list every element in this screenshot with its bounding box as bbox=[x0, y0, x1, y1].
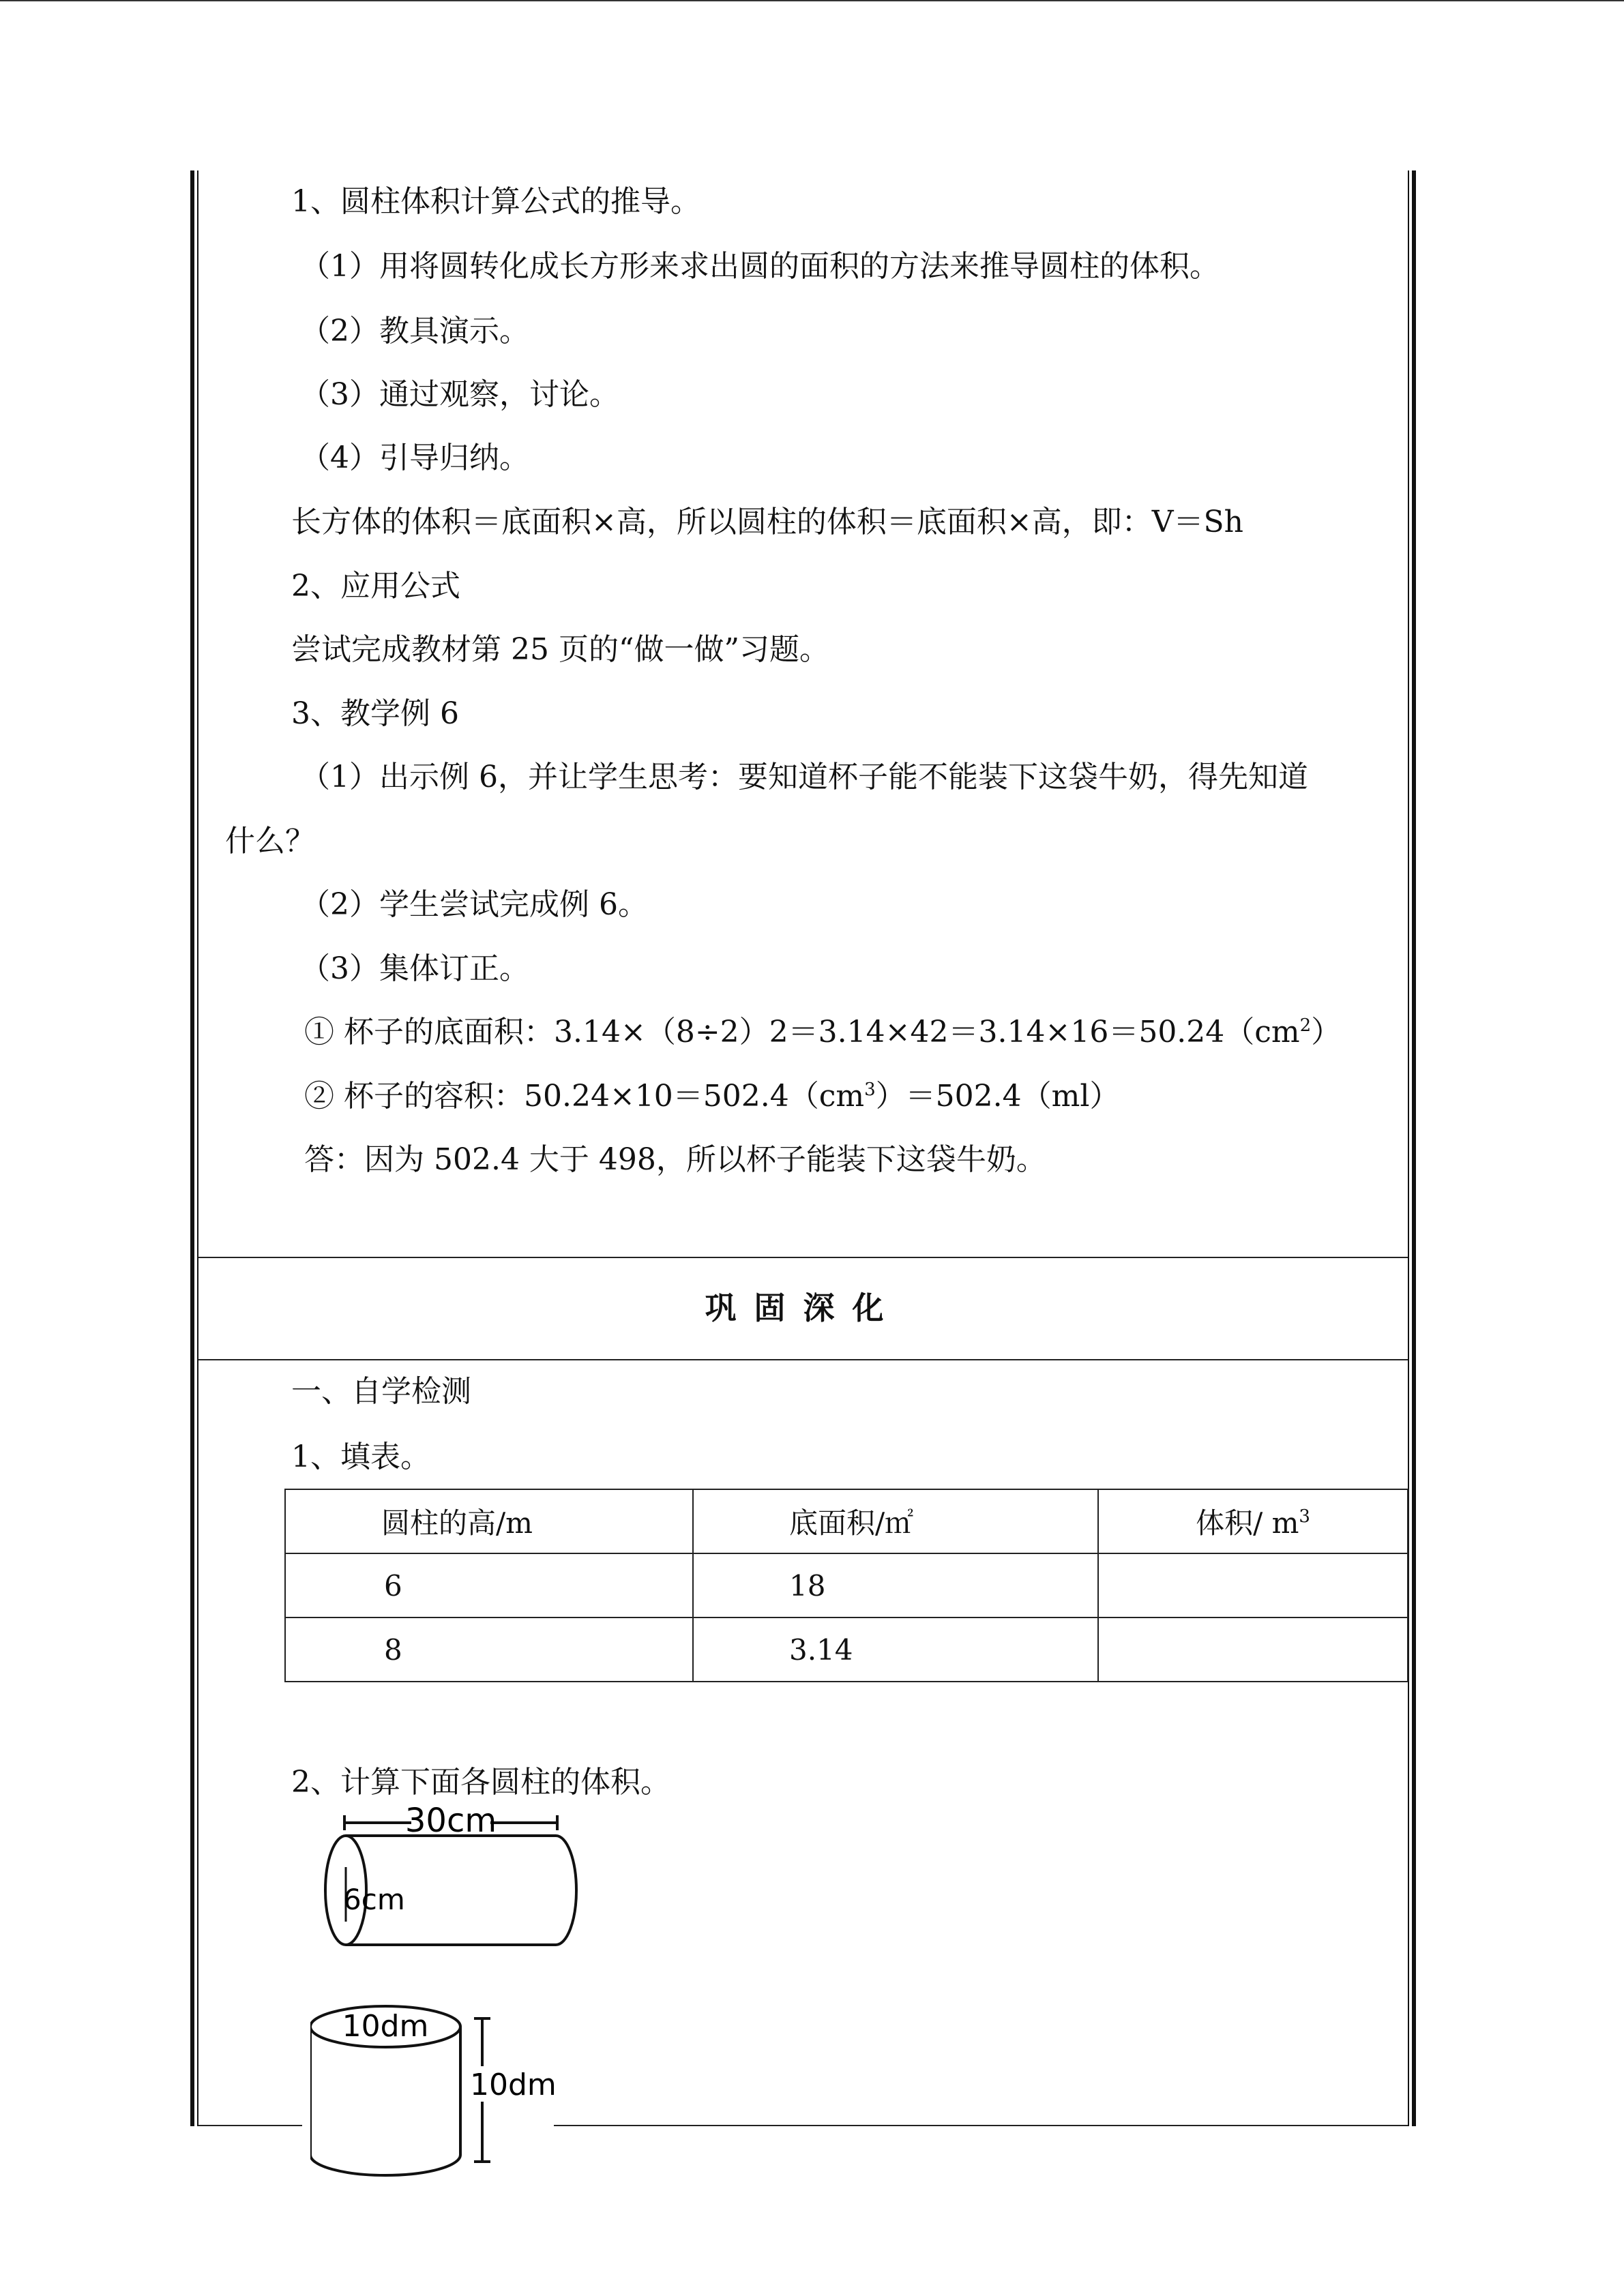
text-line bbox=[304, 1076, 1119, 1121]
text-line: （1）用将圆转化成长方形来求出圆的面积的方法来推导圆柱的体积。 bbox=[300, 249, 1220, 284]
text-line: （4）引导归纳。 bbox=[300, 441, 529, 475]
superscript: 3 bbox=[1299, 1506, 1310, 1527]
fill-in-table bbox=[284, 1489, 1408, 1682]
text-line: 1、圆柱体积计算公式的推导。 bbox=[291, 184, 700, 219]
text-line: 2、计算下面各圆柱的体积。 bbox=[291, 1765, 670, 1800]
diameter-label: 10dm bbox=[342, 2009, 429, 2044]
section-heading: 巩固深化 bbox=[705, 1289, 902, 1326]
table-border-left bbox=[190, 170, 194, 2126]
table-row bbox=[285, 1617, 1408, 1682]
text-line: （3）通过观察，讨论。 bbox=[300, 377, 619, 412]
text-segment: ） bbox=[1311, 1015, 1342, 1049]
table-border-right-inner bbox=[1408, 170, 1409, 2126]
text-line: 2、应用公式 bbox=[291, 569, 460, 603]
text-line bbox=[304, 1012, 1341, 1057]
table-cell: 18 bbox=[693, 1553, 1098, 1617]
upright-cylinder-figure bbox=[310, 1991, 570, 2196]
table-border-left-inner bbox=[197, 170, 198, 2126]
text-line: （3）集体订正。 bbox=[300, 951, 529, 986]
row-divider bbox=[198, 1257, 1408, 1258]
text-line: 答：因为 502.4 大于 498，所以杯子能装下这袋牛奶。 bbox=[304, 1142, 1046, 1177]
text-line: 尝试完成教材第 25 页的“做一做”习题。 bbox=[291, 632, 829, 667]
table-cell: 6 bbox=[285, 1553, 693, 1617]
table-row bbox=[285, 1553, 1408, 1617]
height-label: 10dm bbox=[470, 2068, 557, 2102]
text-segment: 体积/ m bbox=[1196, 1506, 1299, 1540]
bottom-border bbox=[554, 2125, 1408, 2126]
row-divider bbox=[198, 1359, 1408, 1360]
superscript: 3 bbox=[864, 1079, 876, 1100]
top-border bbox=[0, 0, 1624, 1]
text-line: 什么？ bbox=[225, 824, 315, 859]
table-cell-blank[interactable] bbox=[1098, 1553, 1408, 1617]
text-line: 3、教学例 6 bbox=[291, 696, 459, 731]
table-cell: 8 bbox=[285, 1617, 693, 1682]
table-header-row bbox=[285, 1489, 1408, 1553]
text-segment: ）＝502.4（ml） bbox=[875, 1079, 1120, 1114]
text-segment: ② 杯子的容积：50.24×10＝502.4（cm bbox=[304, 1079, 865, 1114]
table-header-cell: 底面积/㎡ bbox=[693, 1489, 1098, 1553]
superscript: 2 bbox=[1299, 1015, 1312, 1036]
horizontal-cylinder-figure bbox=[310, 1800, 597, 1957]
text-line: （2）学生尝试完成例 6。 bbox=[300, 887, 648, 922]
table-cell: 3.14 bbox=[693, 1617, 1098, 1682]
text-line: 一、自学检测 bbox=[291, 1374, 471, 1409]
length-label: 30cm bbox=[404, 1802, 497, 1840]
text-line: （2）教具演示。 bbox=[300, 314, 529, 348]
text-segment: ① 杯子的底面积：3.14×（8÷2）2＝3.14×42＝3.14×16＝50.24（cm bbox=[304, 1015, 1300, 1049]
table-cell-blank[interactable] bbox=[1098, 1617, 1408, 1682]
table-border-right bbox=[1412, 170, 1416, 2126]
bottom-border bbox=[198, 2125, 302, 2126]
diameter-label: 6cm bbox=[343, 1883, 405, 1916]
text-line: （1）出示例 6，并让学生思考：要知道杯子能不能装下这袋牛奶，得先知道 bbox=[300, 760, 1308, 794]
text-line: 1、填表。 bbox=[291, 1440, 430, 1474]
table-header-cell bbox=[1098, 1489, 1408, 1553]
text-line: 长方体的体积＝底面积×高，所以圆柱的体积＝底面积×高，即：V＝Sh bbox=[291, 505, 1243, 539]
table-header-cell: 圆柱的高/m bbox=[285, 1489, 693, 1553]
cylinder-body bbox=[310, 2027, 460, 2175]
